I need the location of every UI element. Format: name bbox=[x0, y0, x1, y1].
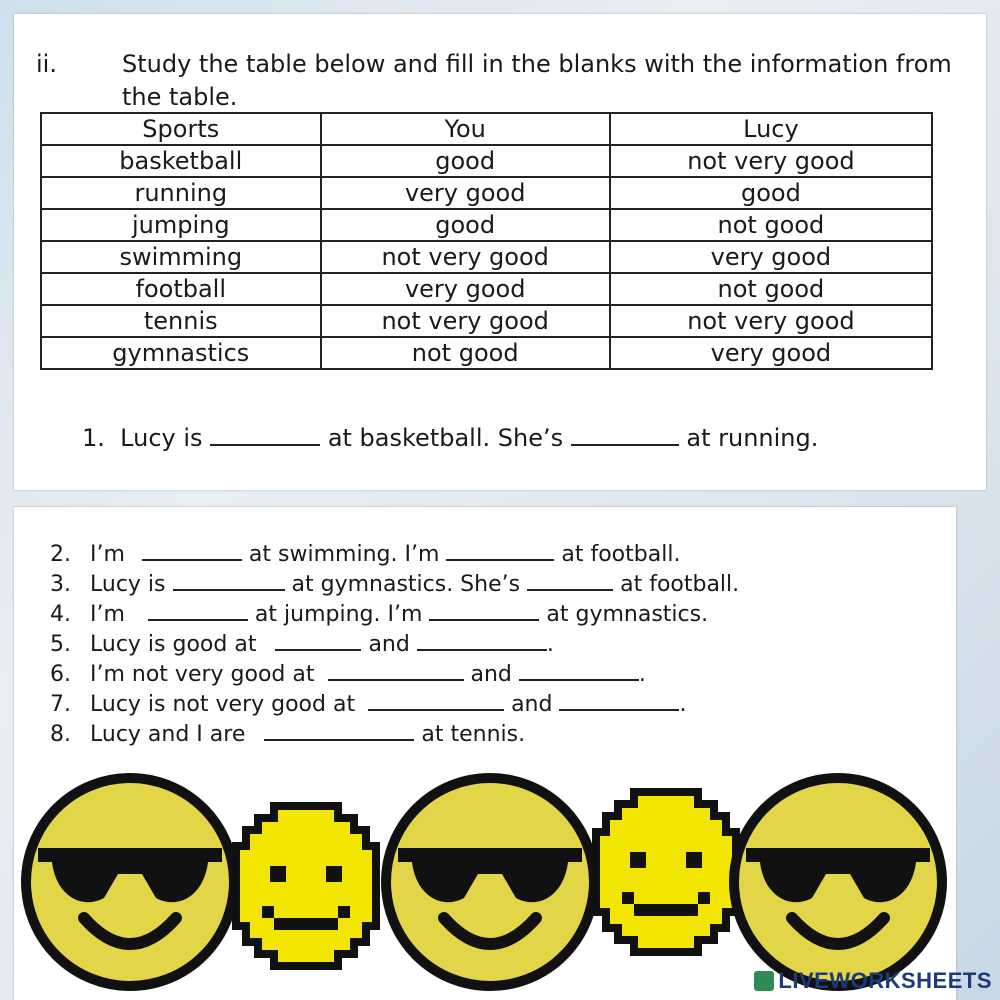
question-text: . bbox=[638, 662, 646, 687]
table-cell: basketball bbox=[41, 145, 321, 177]
liveworksheets-logo-icon bbox=[754, 971, 774, 991]
question-text: Lucy and I are bbox=[90, 722, 246, 747]
table-row bbox=[41, 145, 932, 177]
question-text: I’m not very good at bbox=[90, 662, 315, 687]
column-header: Sports bbox=[41, 113, 321, 145]
table-cell: very good bbox=[321, 273, 610, 305]
sunglasses-smiley-icon bbox=[726, 770, 950, 994]
question-2 bbox=[50, 539, 680, 567]
table-row bbox=[41, 337, 932, 369]
worksheet-top-card bbox=[14, 14, 986, 490]
question-6 bbox=[50, 659, 646, 687]
question-number: 7. bbox=[50, 692, 71, 717]
question-text: at jumping. I’m bbox=[254, 602, 423, 627]
question-3 bbox=[50, 569, 739, 597]
section-number: ii. bbox=[36, 50, 57, 78]
question-5 bbox=[50, 629, 554, 657]
answer-blank[interactable] bbox=[571, 424, 679, 446]
answer-blank[interactable] bbox=[368, 689, 504, 711]
sunglasses-smiley-icon bbox=[378, 770, 602, 994]
question-number: 3. bbox=[50, 572, 71, 597]
table-cell: not very good bbox=[610, 305, 932, 337]
question-text: Lucy is not very good at bbox=[90, 692, 356, 717]
answer-blank[interactable] bbox=[173, 569, 285, 591]
question-number: 4. bbox=[50, 602, 71, 627]
question-text: I’m bbox=[90, 602, 125, 627]
question-text: and bbox=[470, 662, 512, 687]
table-row bbox=[41, 209, 932, 241]
table-cell: not good bbox=[610, 273, 932, 305]
question-text: at gymnastics. bbox=[546, 602, 709, 627]
question-text: at basketball. She’s bbox=[327, 424, 564, 452]
question-text: at running. bbox=[686, 424, 819, 452]
table-cell: gymnastics bbox=[41, 337, 321, 369]
question-4 bbox=[50, 599, 708, 627]
table-cell: jumping bbox=[41, 209, 321, 241]
answer-blank[interactable] bbox=[446, 539, 554, 561]
table-cell: very good bbox=[610, 337, 932, 369]
table-cell: very good bbox=[321, 177, 610, 209]
question-text: Lucy is good at bbox=[90, 632, 257, 657]
table-cell: not good bbox=[321, 337, 610, 369]
table-row bbox=[41, 273, 932, 305]
table-cell: good bbox=[610, 177, 932, 209]
answer-blank[interactable] bbox=[210, 424, 320, 446]
question-text: and bbox=[368, 632, 410, 657]
table-cell: not very good bbox=[610, 145, 932, 177]
question-text: at tennis. bbox=[421, 722, 526, 747]
answer-blank[interactable] bbox=[148, 599, 248, 621]
question-number: 6. bbox=[50, 662, 71, 687]
table-row bbox=[41, 241, 932, 273]
answer-blank[interactable] bbox=[275, 629, 361, 651]
table-cell: tennis bbox=[41, 305, 321, 337]
table-cell: very good bbox=[610, 241, 932, 273]
table-cell: football bbox=[41, 273, 321, 305]
table-cell: swimming bbox=[41, 241, 321, 273]
question-7 bbox=[50, 689, 686, 717]
table-cell: not very good bbox=[321, 241, 610, 273]
question-text: at gymnastics. She’s bbox=[291, 572, 521, 597]
table-cell: good bbox=[321, 209, 610, 241]
question-text: Lucy is bbox=[90, 572, 166, 597]
answer-blank[interactable] bbox=[429, 599, 539, 621]
table-cell: good bbox=[321, 145, 610, 177]
answer-blank[interactable] bbox=[527, 569, 613, 591]
answer-blank[interactable] bbox=[328, 659, 464, 681]
question-text: at football. bbox=[561, 542, 681, 567]
column-header: Lucy bbox=[610, 113, 932, 145]
question-text: I’m bbox=[90, 542, 125, 567]
answer-blank[interactable] bbox=[417, 629, 547, 651]
question-number: 5. bbox=[50, 632, 71, 657]
column-header: You bbox=[321, 113, 610, 145]
instruction-text: Study the table below and fill in the blanks with the information from the table. bbox=[122, 50, 952, 111]
table-cell: running bbox=[41, 177, 321, 209]
table-cell: not good bbox=[610, 209, 932, 241]
table-cell: not very good bbox=[321, 305, 610, 337]
answer-blank[interactable] bbox=[519, 659, 639, 681]
question-text: at football. bbox=[620, 572, 740, 597]
table-header-row bbox=[41, 113, 932, 145]
sports-table bbox=[40, 112, 933, 370]
pixel-smiley-icon bbox=[226, 796, 386, 976]
question-text: Lucy is bbox=[120, 424, 203, 452]
sunglasses-smiley-icon bbox=[18, 770, 242, 994]
question-number: 8. bbox=[50, 722, 71, 747]
liveworksheets-logo: LIVEWORKSHEETS bbox=[754, 968, 992, 994]
question-number: 2. bbox=[50, 542, 71, 567]
pixel-smiley-icon bbox=[586, 782, 746, 962]
question-text: at swimming. I’m bbox=[248, 542, 440, 567]
table-row bbox=[41, 305, 932, 337]
question-8 bbox=[50, 719, 525, 747]
answer-blank[interactable] bbox=[142, 539, 242, 561]
question-text: . bbox=[679, 692, 687, 717]
question-text: . bbox=[546, 632, 554, 657]
answer-blank[interactable] bbox=[559, 689, 679, 711]
question-number: 1. bbox=[82, 424, 105, 452]
question-1 bbox=[82, 424, 818, 452]
table-row bbox=[41, 177, 932, 209]
answer-blank[interactable] bbox=[264, 719, 414, 741]
question-text: and bbox=[511, 692, 553, 717]
